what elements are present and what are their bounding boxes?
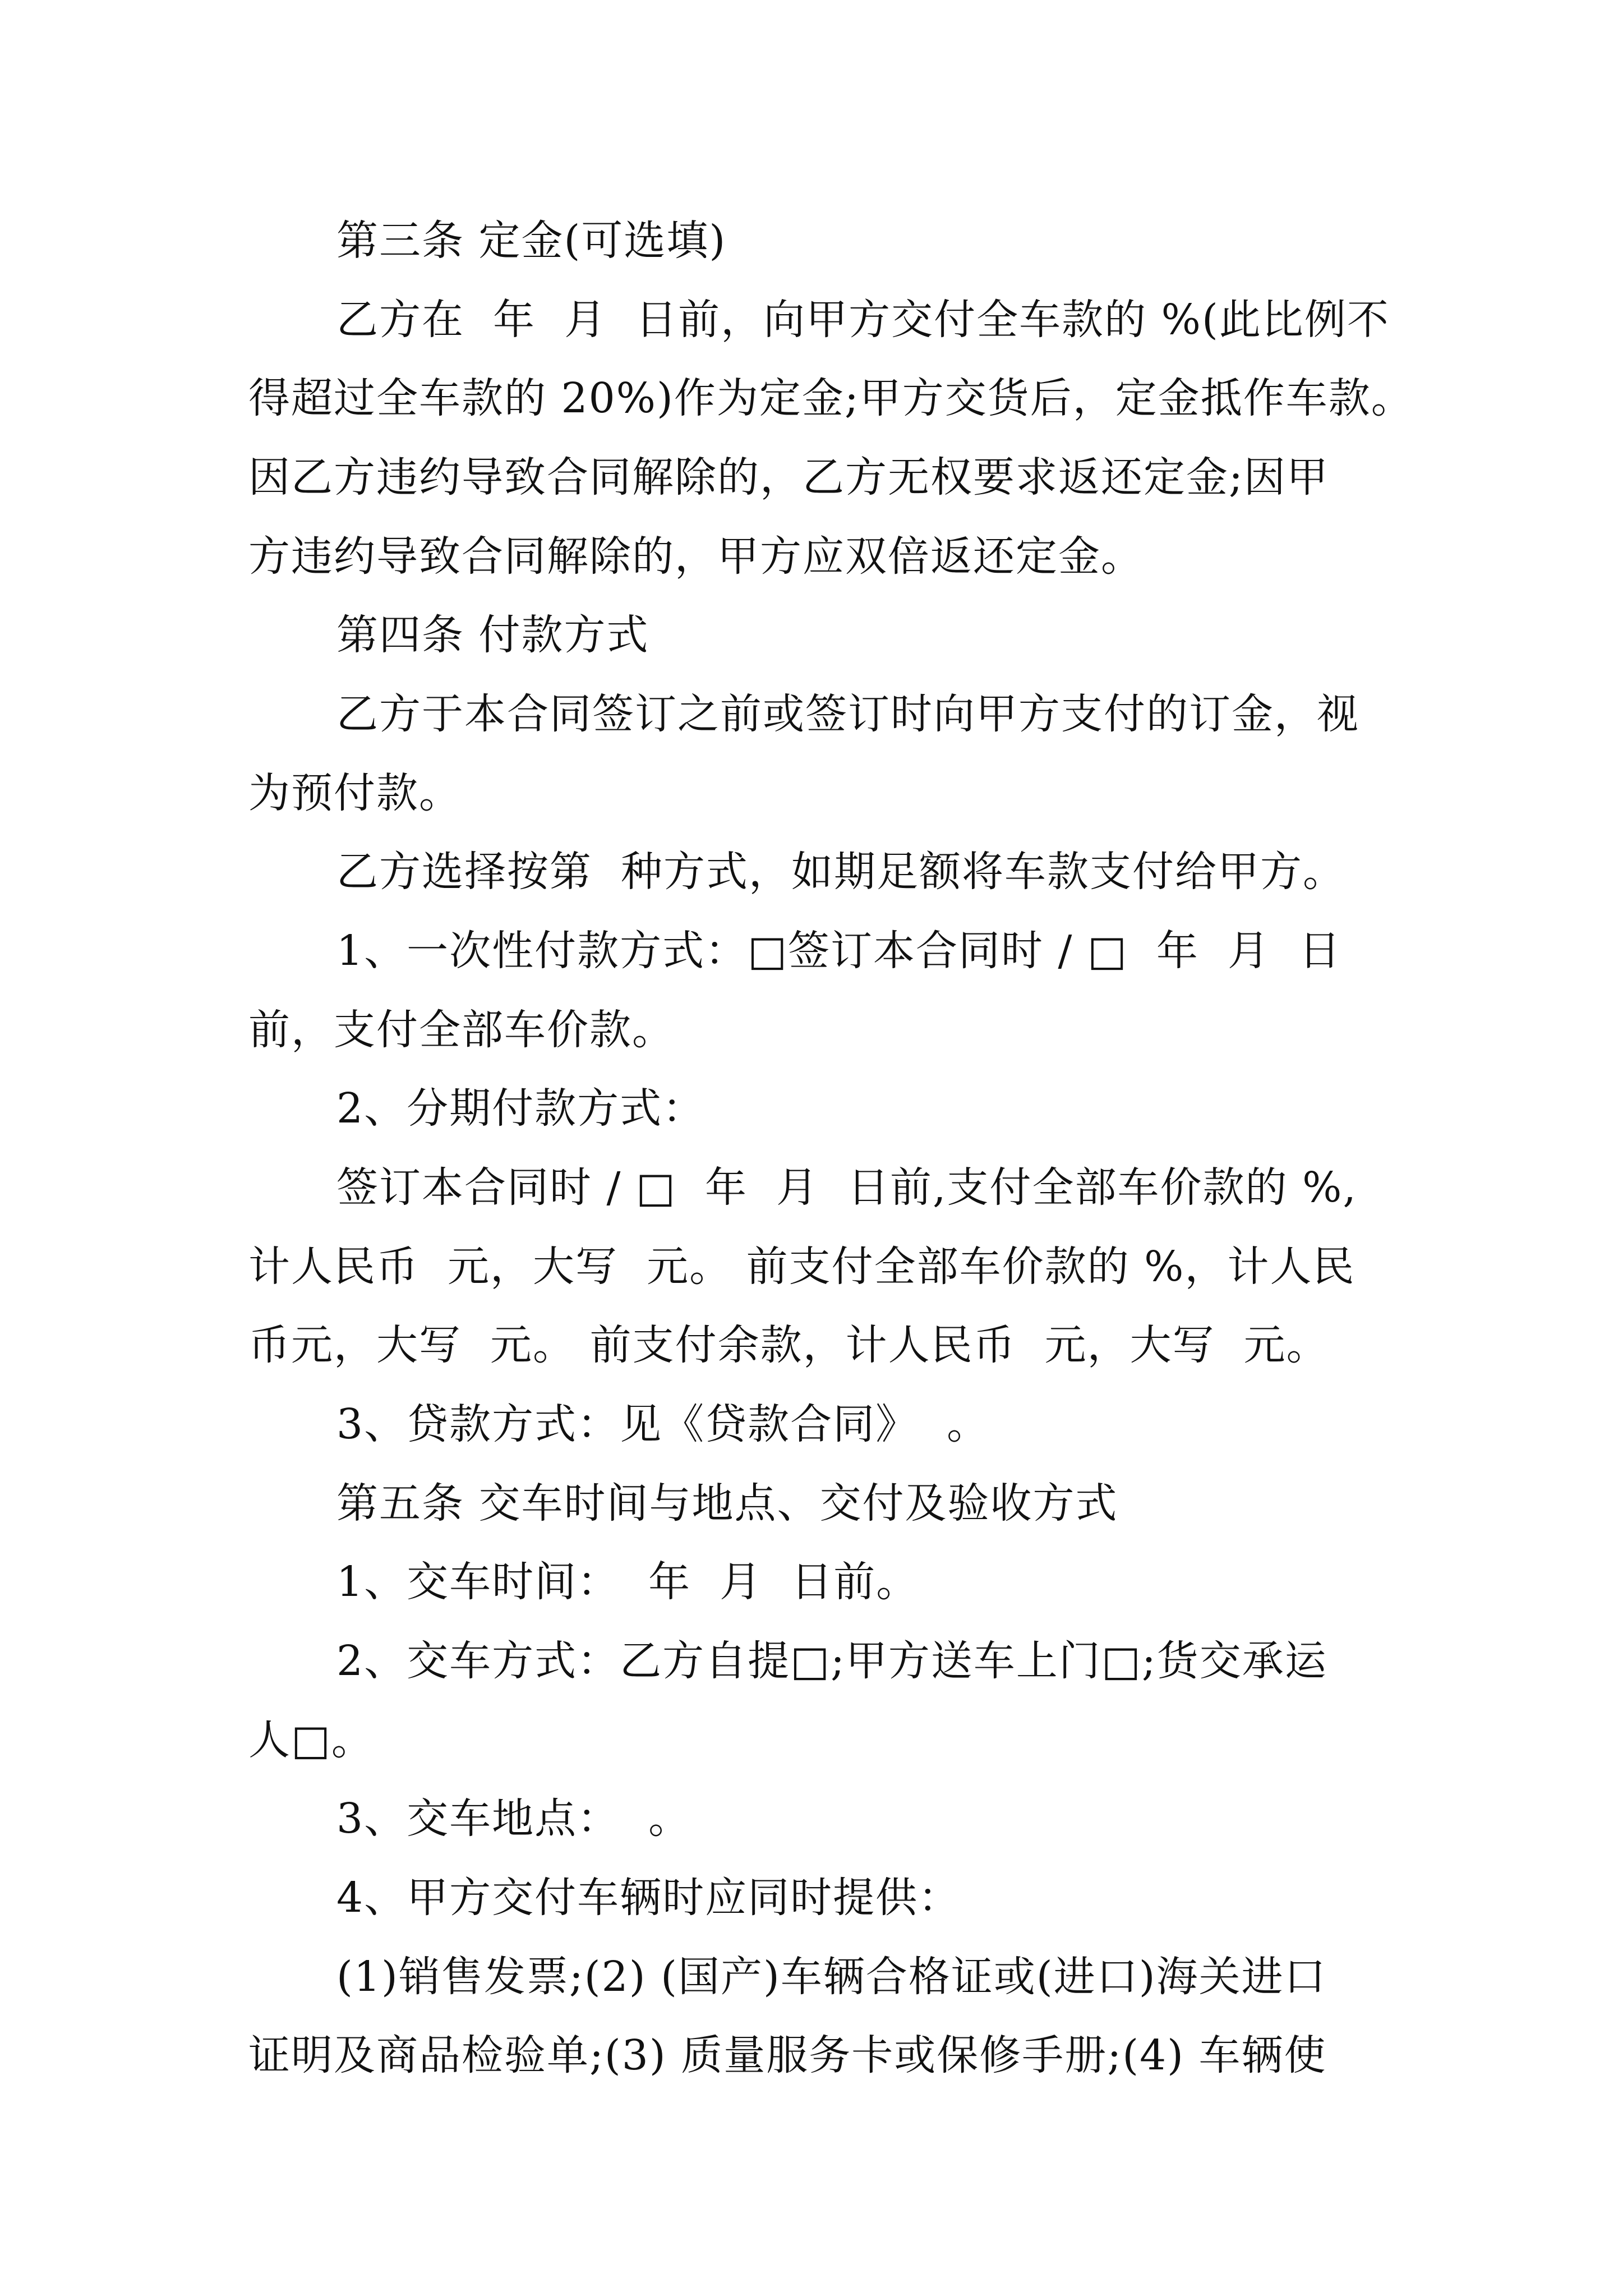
payment-option-1-line-1: 1、一次性付款方式：□签订本合同时 / □ 年 月 日 [336, 927, 1342, 975]
article-4-text-line-2: 为预付款。 [248, 769, 462, 817]
payment-option-2-heading: 2、分期付款方式： [336, 1084, 706, 1133]
article-3-text-line-4: 方违约导致合同解除的，甲方应双倍返还定金。 [248, 532, 1144, 581]
article-3-text-line-1: 乙方在 年 月 日前，向甲方交付全车款的 %(此比例不 [336, 296, 1390, 344]
payment-option-2-line-2: 计人民币 元，大写 元。 前支付全部车价款的 %，计人民 [248, 1243, 1355, 1291]
payment-option-1-line-2: 前，支付全部车价款。 [248, 1006, 675, 1054]
article-3-heading: 第三条 定金(可选填) [336, 217, 727, 265]
delivery-method-line-2: 人□。 [248, 1716, 374, 1764]
documents-list-line-1: (1)销售发票;(2) (国产)车辆合格证或(进口)海关进口 [336, 1953, 1327, 2001]
payment-option-2-line-1: 签订本合同时 / □ 年 月 日前,支付全部车价款的 %, [336, 1163, 1357, 1212]
article-4-text-line-1: 乙方于本合同签订之前或签订时向甲方支付的订金，视 [336, 690, 1359, 738]
delivery-documents-line: 4、甲方交付车辆时应同时提供： [336, 1874, 961, 1922]
delivery-method-line-1: 2、交车方式：乙方自提□;甲方送车上门□;货交承运 [336, 1637, 1327, 1685]
payment-option-2-line-3: 币元，大写 元。 前支付余款，计人民币 元，大写 元。 [248, 1321, 1329, 1369]
delivery-time-line: 1、交车时间： 年 月 日前。 [336, 1558, 919, 1606]
payment-option-3-line: 3、贷款方式：见《贷款合同》 。 [336, 1400, 990, 1448]
article-3-text-line-2: 得超过全车款的 20%)作为定金;甲方交货后，定金抵作车款。 [248, 374, 1414, 422]
article-4-text-line-3: 乙方选择按第 种方式，如期足额将车款支付给甲方。 [336, 848, 1346, 896]
article-5-heading: 第五条 交车时间与地点、交付及验收方式 [336, 1479, 1118, 1527]
article-3-text-line-3: 因乙方违约导致合同解除的，乙方无权要求返还定金;因甲 [248, 453, 1329, 501]
documents-list-line-2: 证明及商品检验单;(3) 质量服务卡或保修手册;(4) 车辆使 [248, 2031, 1327, 2079]
delivery-place-line: 3、交车地点： 。 [336, 1795, 691, 1843]
article-4-heading: 第四条 付款方式 [336, 611, 649, 659]
